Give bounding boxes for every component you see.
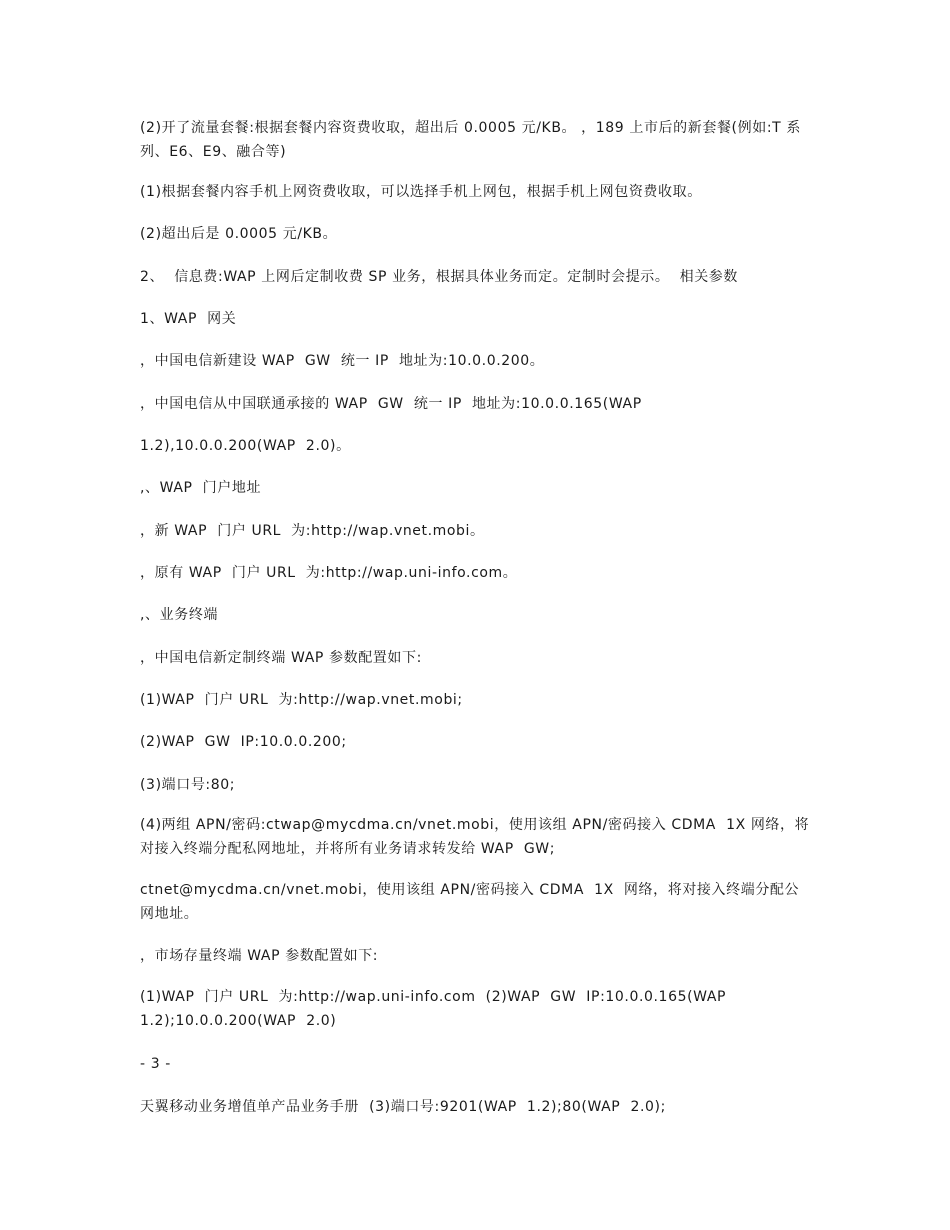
paragraph-existing-portal-gw: (1)WAP 门户 URL 为:http://wap.uni-info.com (2)WAP GW IP:10.0.0.165(WAP 1.2);10.0.0.200(WAP 2.0): [140, 989, 732, 1029]
paragraph-legacy-gateway-ip-cont: 1.2),10.0.0.200(WAP 2.0)。: [140, 438, 351, 454]
paragraph-traffic-package: (2)开了流量套餐:根据套餐内容资费收取，超出后 0.0005 元/KB。 ，189 上市后的新套餐(例如:T 系列、E6、E9、融合等): [140, 120, 801, 160]
paragraph-package-fee: (1)根据套餐内容手机上网资费收取，可以选择手机上网包，根据手机上网包资费收取。: [140, 184, 702, 200]
heading-terminals: ,、业务终端: [140, 607, 219, 623]
paragraph-portal-url-config: (1)WAP 门户 URL 为:http://wap.vnet.mobi;: [140, 692, 463, 708]
paragraph-legacy-gateway-ip: ，中国电信从中国联通承接的 WAP GW 统一 IP 地址为:10.0.0.165(WAP: [140, 396, 642, 412]
paragraph-old-portal-url: ，原有 WAP 门户 URL 为:http://wap.uni-info.com。: [140, 565, 518, 581]
paragraph-gw-ip-config: (2)WAP GW IP:10.0.0.200;: [140, 734, 347, 750]
paragraph-new-terminal-config: ，中国电信新定制终端 WAP 参数配置如下:: [140, 650, 422, 666]
paragraph-apn-ctnet: ctnet@mycdma.cn/vnet.mobi，使用该组 APN/密码接入 CDMA 1X 网络，将对接入终端分配公网地址。: [140, 882, 800, 922]
paragraph-info-fee: 2、 信息费:WAP 上网后定制收费 SP 业务，根据具体业务而定。定制时会提示。 相关参数: [140, 269, 738, 285]
paragraph-new-portal-url: ，新 WAP 门户 URL 为:http://wap.vnet.mobi。: [140, 523, 485, 539]
paragraph-new-gateway-ip: ，中国电信新建设 WAP GW 统一 IP 地址为:10.0.0.200。: [140, 353, 545, 369]
heading-wap-gateway: 1、WAP 网关: [140, 311, 237, 327]
paragraph-overflow-fee: (2)超出后是 0.0005 元/KB。: [140, 226, 338, 242]
paragraph-existing-terminal-config: ，市场存量终端 WAP 参数配置如下:: [140, 948, 379, 964]
page-number: - 3 -: [140, 1056, 171, 1072]
paragraph-apn-ctwap: (4)两组 APN/密码:ctwap@mycdma.cn/vnet.mobi，使用该组 APN/密码接入 CDMA 1X 网络，将对接入终端分配私网地址，并将所有业务请求转发给 WAP GW;: [140, 817, 810, 857]
paragraph-manual-title-port: 天翼移动业务增值单产品业务手册 (3)端口号:9201(WAP 1.2);80(WAP 2.0);: [140, 1099, 666, 1115]
heading-wap-portal: ,、WAP 门户地址: [140, 480, 262, 496]
paragraph-port-config: (3)端口号:80;: [140, 777, 236, 793]
